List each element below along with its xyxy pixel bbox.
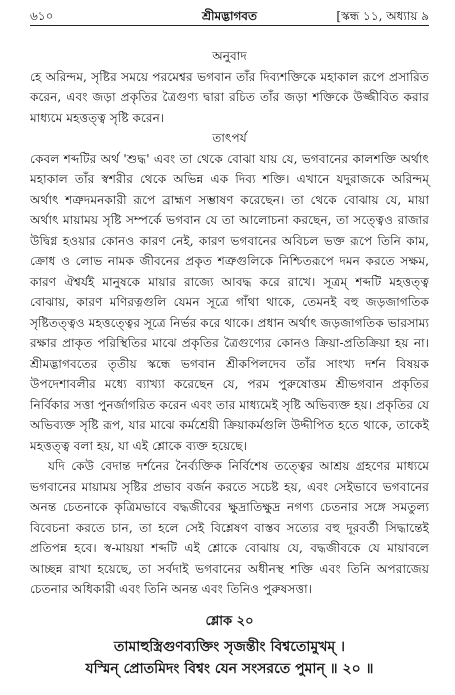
- translation-text: হে অরিন্দম, সৃষ্টির সময়ে পরমেশ্বর ভগবান তাঁর দিব্যশক্তিকে মহাকাল রূপে প্রসারিত করেন, এবং জড়া প্রকৃতির ত্রৈগুণ্য দ্বারা রচিত তাঁর জড়া শক্তিকে উজ্জীবিত করার মাধ্যমে মহত্তত্ত্ব সৃষ্টি করেন।: [30, 69, 429, 125]
- verse-line-2: যস্মিন্ প্রোতমিদং বিশ্বং যেন সংসরতে পুমান্ ॥ ২০ ॥: [85, 661, 374, 677]
- header-rule: [30, 25, 429, 26]
- page-body: [30, 46, 429, 680]
- verse-number: শ্লোক ২০: [205, 613, 254, 629]
- purport-paragraph-1: কেবল শব্দটির অর্থ 'শুদ্ধ' এবং তা থেকে বোঝা যায় যে, ভগবানের কালশক্তি অর্থাৎ মহাকাল তাঁর স্বশরীর থেকে অভিন্ন এক দিব্য শক্তি। এখানে যদুরাজকে অরিন্দম্ অর্থাৎ শত্রুদমনকারী রূপে ব্রাহ্মণ সম্ভাষণ করেছেন। তা থেকে বোঝায় যে, মায়া অর্থাৎ মায়াময় সৃষ্টি সম্পর্কে ভগবান যে তা আলোচনা করছেন, তা সত্ত্বেও রাজার উদ্বিগ্ন হওয়ার কোনও কারণ নেই, কারণ ভগবানের অবিচল ভক্ত রূপে তিনি কাম, ক্রোধ ও লোভ নামক জীবনের প্রকৃত শত্রুগুলিকে নিশ্চিতরূপে দমন করতে সক্ষম, কারণ ঐশ্বর্যই মানুষকে মায়ার রাজ্যে আবদ্ধ করে রাখে। সূত্রম্ শব্দটি মহত্তত্ত্ব বোঝায়, কারণ মণিরত্নগুলি যেমন সূত্রে গাঁথা থাকে, তেমনই বহু জড়জাগতিক সৃষ্টিতত্ত্বও মহত্তত্ত্বের সূত্রে নির্ভর করে থাকে। প্রধান অর্থাৎ জড়জাগতিক ভারসাম্য রক্ষার প্রাকৃত পরিস্থিতির মাঝে প্রকৃতির ত্রৈগুণ্যের কোনও ক্রিয়া-প্রতিক্রিয়া হয় না। শ্রীমদ্ভাগবতের তৃতীয় স্কন্ধে ভগবান শ্রীকপিলদেব তাঁর সাংখ্য দর্শন বিষয়ক উপদেশাবলীর মধ্যে ব্যাখ্যা করেছেন যে, পরম পুরুষোত্তম শ্রীভগবান প্রকৃতির নির্বিকার সত্তা পুনর্জাগরিত করেন এবং তার মাধ্যমেই সৃষ্টি অভিব্যক্ত হয়। প্রকৃতির যে অভিব্যক্ত সৃষ্টি রূপ, যার মাঝে কর্মশ্রেয়ী ক্রিয়াকর্মগুলি উদ্দীপিত হতে থাকে, তাকেই মহত্তত্ত্ব বলা হয়, যা এই শ্লোকে ব্যক্ত হয়েছে।: [30, 151, 429, 453]
- purport-heading: তাৎপর্য: [212, 131, 247, 145]
- verse-line-1: তামাহুস্ত্রিগুণব্যক্তিং সৃজন্তীং বিশ্বতোমুখম্ ।: [113, 639, 346, 655]
- book-title: শ্রীমদ্ভাগবত: [201, 9, 257, 23]
- translation-heading: অনুবাদ: [212, 49, 247, 63]
- page-number: ৬১০: [30, 9, 54, 23]
- section-label: [স্কন্ধ ১১, অধ্যায় ৯: [336, 9, 429, 23]
- purport-paragraph-2: যদি কেউ বেদান্ত দর্শনের নৈর্ব্যক্তিক নির্বিশেষ তত্ত্বের আশ্রয় গ্রহণের মাধ্যমে ভগবানের মায়াময় সৃষ্টির প্রভাব বর্জন করতে সচেষ্ট হয়, এবং সেইভাবে ভগবানের অনন্ত চেতনাকে কৃত্রিমভাবে বদ্ধজীবের ক্ষুদ্রাতিক্ষুদ্র নগণ্য চেতনার সঙ্গে সমতুল্য বিবেচনা করতে চান, তা হলে সেই বিশ্লেষণ বাস্তব সত্যের বহু দূরবর্তী সিদ্ধান্তেই প্রতিপন্ন হবে। স্ব-মায়য়া শব্দটি এই শ্লোকে বোঝায় যে, বদ্ধজীবকে যে মায়াবলে আচ্ছন্ন রাখা হয়েছে, তা সর্বদাই ভগবানের অধীনস্থ শক্তি এবং তিনি অপরাজেয় চেতনার অধিকারী এবং তিনি অনন্ত এবং তিনিও পুরুষসত্তা।: [30, 459, 429, 596]
